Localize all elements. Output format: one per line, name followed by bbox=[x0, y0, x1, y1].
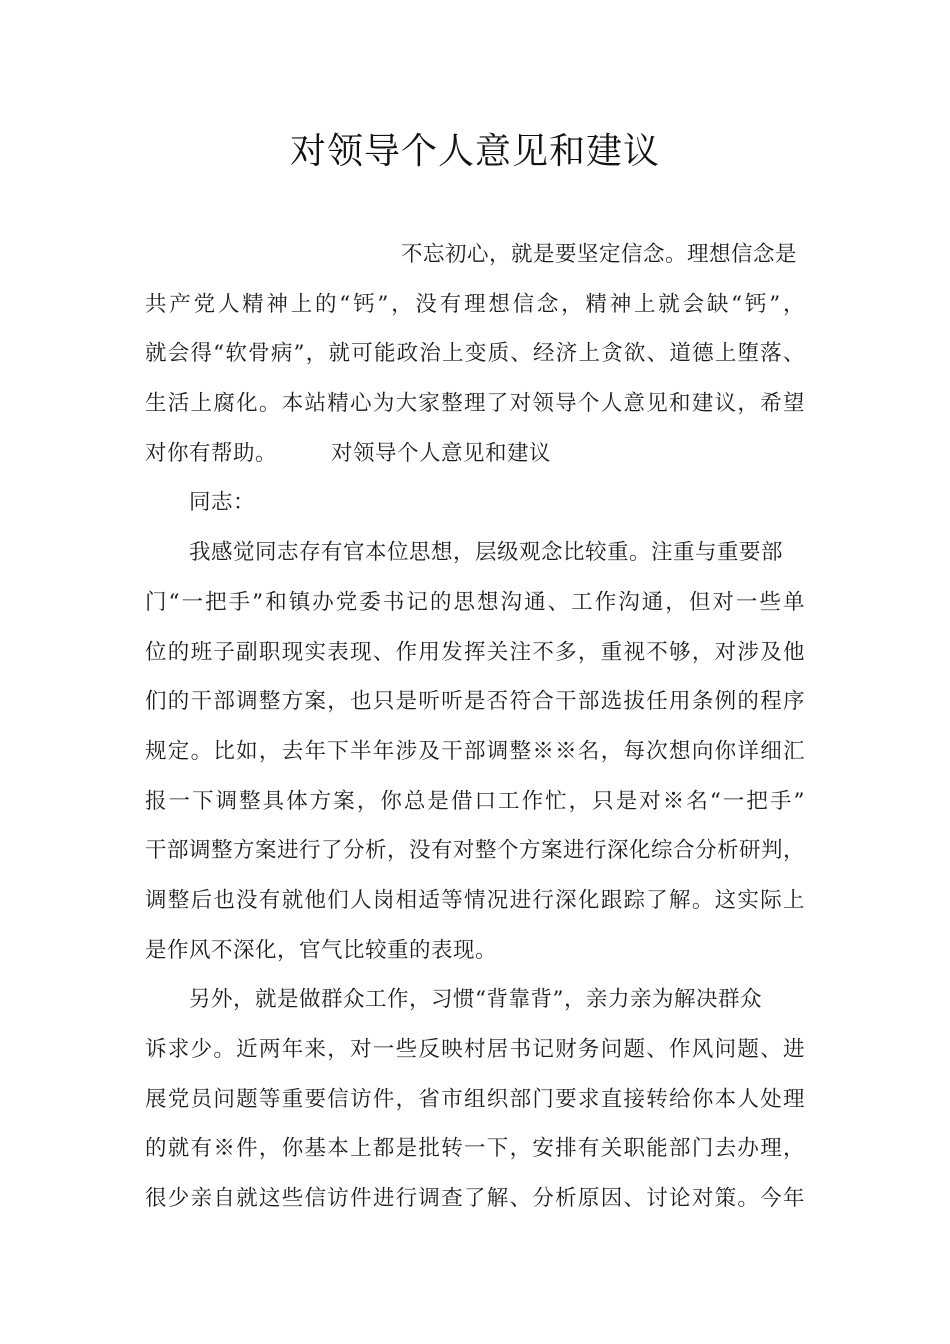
paragraph-line-with-subtitle bbox=[145, 429, 817, 479]
paragraph-line: 我感觉同志存有官本位思想，层级观念比较重。注重与重要部 bbox=[189, 540, 784, 566]
paragraph-line: 调整后也没有就他们人岗相适等情况进行深化跟踪了解。这实际上 bbox=[145, 887, 805, 913]
paragraph-line: 对你有帮助。 bbox=[145, 440, 278, 466]
paragraph-line: 干部调整方案进行了分析，没有对整个方案进行深化综合分析研判， bbox=[145, 838, 806, 864]
paragraph-line: 另外，就是做群众工作，习惯“背靠背”，亲力亲为解决群众 bbox=[189, 987, 762, 1013]
paragraph-line: 们的干部调整方案，也只是听听是否符合干部选拔任用条例的程序 bbox=[145, 689, 805, 715]
salutation: 同志： bbox=[189, 490, 256, 516]
paragraph-line: 门“一把手”和镇办党委书记的思想沟通、工作沟通，但对一些单 bbox=[145, 589, 805, 615]
document-body bbox=[145, 230, 817, 1224]
paragraph-line: 位的班子副职现实表现、作用发挥关注不多，重视不够，对涉及他 bbox=[145, 639, 805, 665]
paragraph-line: 不忘初心，就是要坚定信念。理想信念是 bbox=[401, 242, 798, 267]
subtitle: 对领导个人意见和建议 bbox=[331, 440, 552, 466]
paragraph-line: 是作风不深化，官气比较重的表现。 bbox=[145, 937, 498, 963]
paragraph-line: 生活上腐化。本站精心为大家整理了对领导个人意见和建议，希望 bbox=[145, 391, 805, 417]
paragraph-line: 诉求少。近两年来，对一些反映村居书记财务问题、作风问题、进 bbox=[145, 1037, 805, 1062]
paragraph-line: 就会得“软骨病”，就可能政治上变质、经济上贪欲、道德上堕落、 bbox=[145, 341, 805, 367]
paragraph-line: 很少亲自就这些信访件进行调查了解、分析原因、讨论对策。今年 bbox=[145, 1186, 805, 1212]
paragraph-line: 报一下调整具体方案，你总是借口工作忙，只是对※名“一把手” bbox=[145, 788, 805, 814]
paragraph-line: 规定。比如，去年下半年涉及干部调整※※名，每次想向你详细汇 bbox=[145, 738, 805, 764]
document-title: 对领导个人意见和建议 bbox=[289, 131, 660, 172]
paragraph-line: 的就有※件，你基本上都是批转一下，安排有关职能部门去办理， bbox=[145, 1136, 805, 1162]
paragraph-line: 共产党人精神上的“钙”，没有理想信念，精神上就会缺“钙”， bbox=[145, 291, 805, 317]
paragraph-line: 展党员问题等重要信访件，省市组织部门要求直接转给你本人处理 bbox=[145, 1086, 805, 1112]
